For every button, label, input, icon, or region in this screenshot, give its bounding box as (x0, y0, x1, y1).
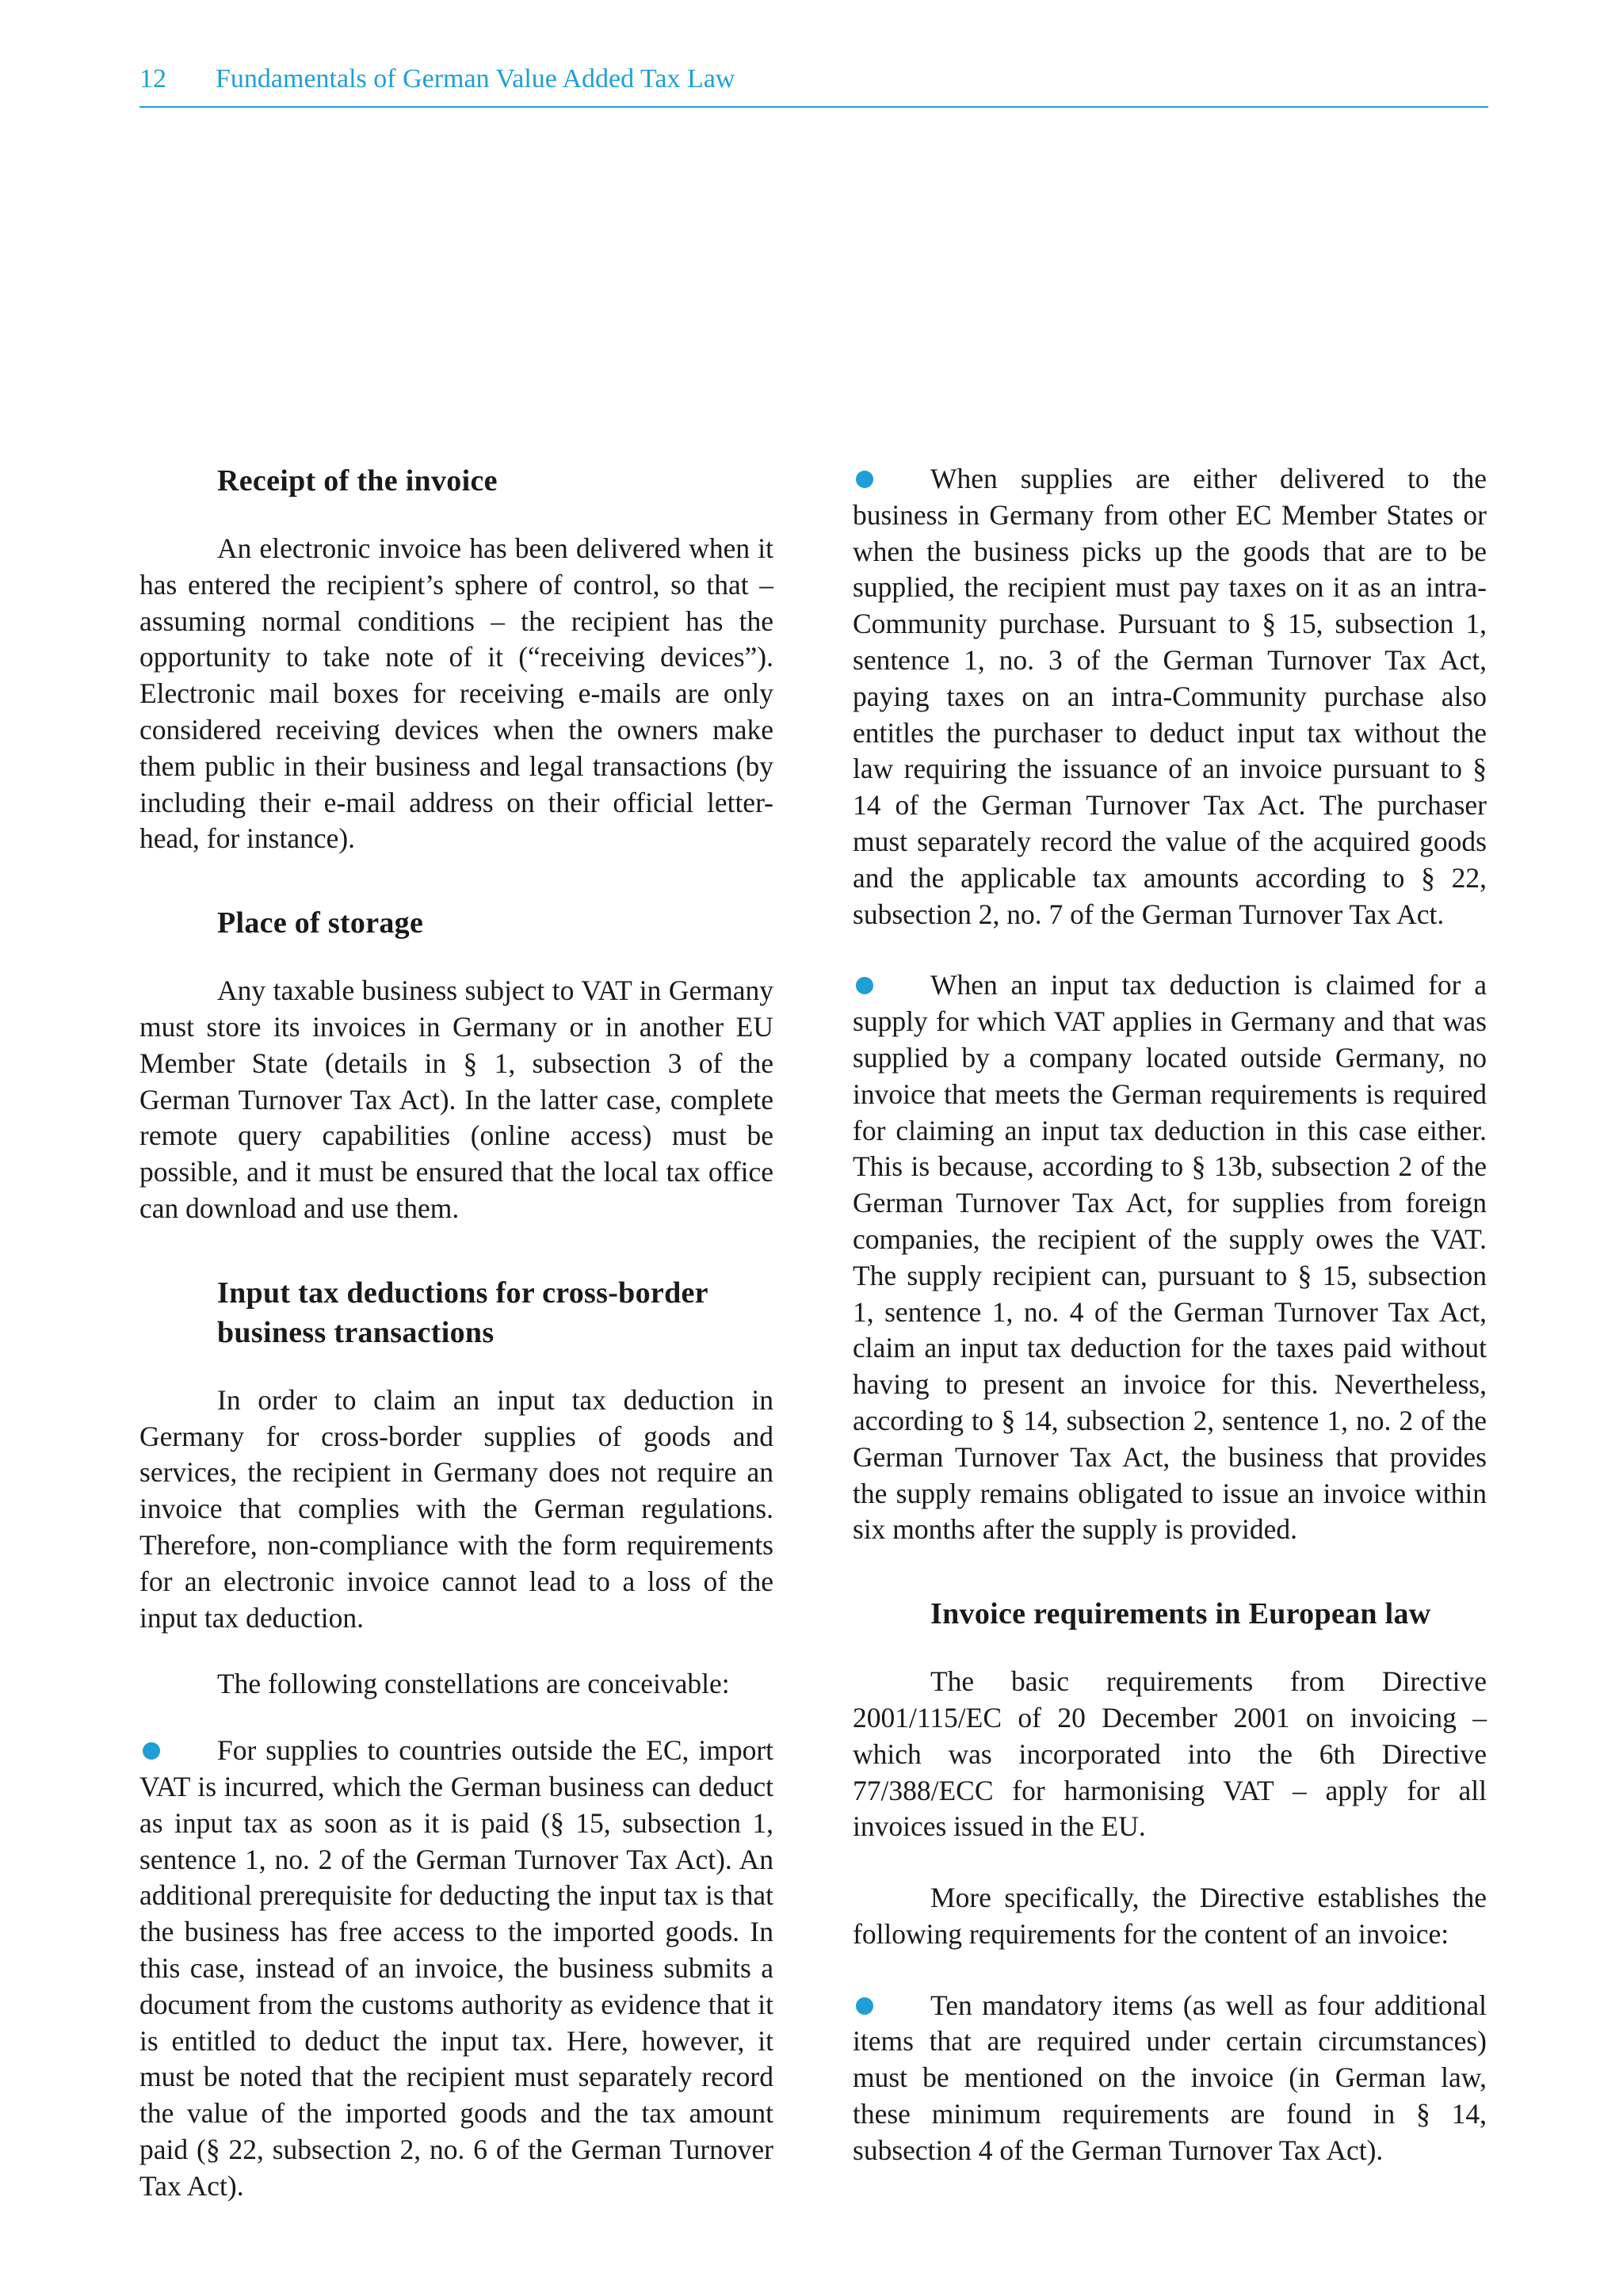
bullet-foreign-supplier-text: When an input tax deduction is claimed for a supply for which VAT applies in Germany and that was supplied by a company located outside Germany, no invoice that meets the German requirements is required for claiming an input tax deduction in this case either. This is because, according to § 13b, subsection 2 of the German Turnover Tax Act, for supplies from foreign companies, the recipient of the supply owes the VAT. The supply recipient can, pursuant to § 15, subsection 1, sentence 1, no. 4 of the German Turnover Tax Act, claim an input tax deduction for the taxes paid without having to present an invoice for this. Nevertheless, according to § 14, subsection 2, sentence 1, no. 2 of the German Turnover Tax Act, the business that provides the supply remains obligated to issue an invoice within six months after the supply is provided. (853, 969, 1487, 1546)
heading-place-of-storage: Place of storage (217, 906, 424, 940)
heading-invoice-requirements-eu: Invoice requirements in European law (930, 1597, 1431, 1631)
paragraph-input-tax: In order to claim an input tax deduction in Germany for cross-border supplies of goods and services, the recipient in Germany does not require an invoice that complies with the German regulations. Therefore, non-compliance with the form requirements for an electronic invoice cannot lead to a loss of the input tax deduction. (139, 1383, 773, 1634)
bullet-mandatory-items-text: Ten mandatory items (as well as four additional items that are required under certain circumstances) must be mentioned on the invoice (in German law, these minimum requirements are found in § 14, subsection 4 of the German Turnover Tax Act). (853, 1989, 1487, 2166)
bullet-import-vat (139, 1733, 773, 2204)
paragraph-storage: Any taxable business subject to VAT in Germany must store its invoices in Germany or in another EU Member State (details in § 1, subsection 3 of the German Turnover Tax Act). In the latter case, complete remote query capabilities (online access) must be possible, and it must be ensured that the local tax office can download and use them. (139, 974, 773, 1224)
bullet-dot-icon (856, 977, 873, 994)
bullet-intra-community (853, 461, 1487, 933)
paragraph-directive-requirements: More specifically, the Directive establishes the following requirements for the content of an invoice: (853, 1882, 1487, 1950)
heading-input-tax-deductions: Input tax deductions for cross-border business transactions (217, 1276, 708, 1349)
page-number: 12 (139, 64, 166, 93)
header-title: Fundamentals of German Value Added Tax Law (216, 64, 735, 93)
bullet-intra-community-text: When supplies are either delivered to the business in Germany from other EC Member States or when the business picks up the goods that are to be supplied, the recipient must pay taxes on it as an intra-Community purchase. Pursuant to § 15, subsection 1, sentence 1, no. 3 of the German Turnover Tax Act, paying taxes on an intra-Community purchase also entitles the purchaser to deduct input tax without the law requiring the issuance of an invoice pursuant to § 14 of the German Turnover Tax Act. The purchaser must separately record the value of the acquired goods and the applicable tax amounts according to § 22, subsection 2, no. 7 of the German Turnover Tax Act. (853, 463, 1487, 930)
bullet-foreign-supplier (853, 967, 1487, 1548)
paragraph-receipt: An electronic invoice has been delivered when it has entered the recipient’s sphere of control, so that – assuming normal conditions – the recipient has the opportunity to take note of it (“receiving devices”). Electronic mail boxes for receiving e-mails are only considered receiving devices when the owners make them public in their business and legal transactions (by including their e-mail address on their official letter-head, for instance). (139, 532, 773, 855)
running-header (139, 59, 1488, 108)
bullet-dot-icon (856, 1997, 873, 2015)
bullet-import-vat-text: For supplies to countries outside the EC, import VAT is incurred, which the German business can deduct as input tax as soon as it is paid (§ 15, subsection 1, sentence 1, no. 2 of the German Turnover Tax Act). An additional prerequisite for deducting the input tax is that the business has free access to the imported goods. In this case, instead of an invoice, the business submits a document from the customs authority as evidence that it is entitled to deduct the input tax. Here, however, it must be noted that the recipient must separately record the value of the imported goods and the tax amount paid (§ 22, subsection 2, no. 6 of the German Turnover Tax Act). (139, 1734, 773, 2202)
right-column (853, 461, 1487, 2169)
bullet-mandatory-items (853, 1988, 1487, 2169)
bullet-dot-icon (143, 1742, 160, 1760)
paragraph-constellations: The following constellations are conceivable: (217, 1668, 730, 1700)
heading-receipt-of-invoice: Receipt of the invoice (217, 464, 498, 498)
left-column (139, 461, 773, 2204)
bullet-dot-icon (856, 471, 873, 488)
paragraph-directive: The basic requirements from Directive 2001/115/EC of 20 December 2001 on invoicing – which was incorporated into the 6th Directive 77/388/ECC for harmonising VAT – apply for all invoices issued in the EU. (853, 1665, 1487, 1843)
